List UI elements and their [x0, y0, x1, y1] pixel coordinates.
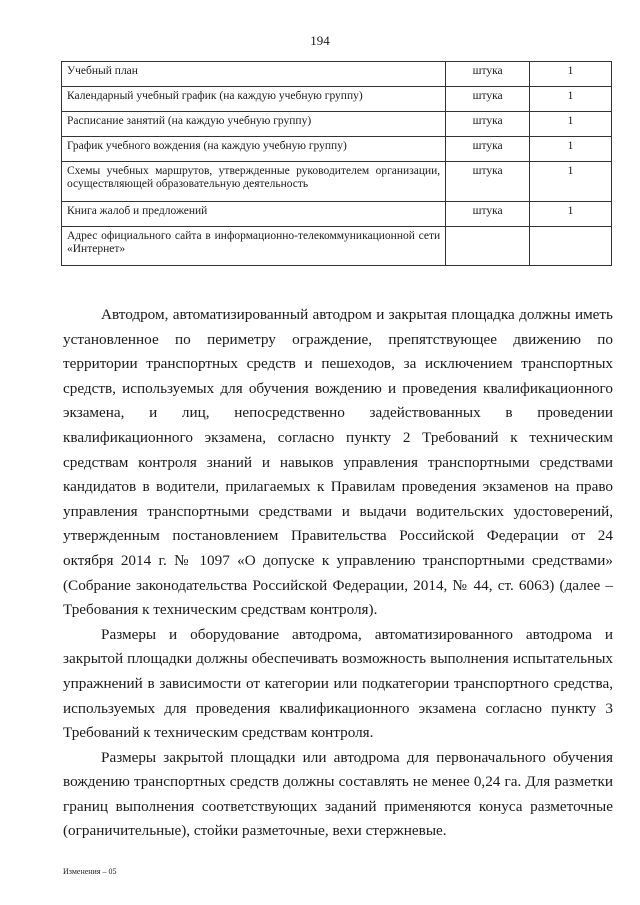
body-text: [63, 303, 613, 844]
row-unit: [446, 227, 530, 266]
page-number: 194: [310, 33, 330, 48]
paragraph: Автодром, автоматизированный автодром и закрытая площадка должны иметь установленное по периметру ограждение, препятствующее движению по территории транспортных средств и пешеходов, за исключением транспортных средств, используемых для обучения вождению и проведения квалификационного экзамена, и лиц, непосредственно задействованных в проведении квалификационного экзамена, согласно пункту 2 Требований к техническим средствам контроля знаний и навыков управления транспортными средствами кандидатов в водители, прилагаемых к Правилам проведения экзаменов на право управления транспортными средствами и выдачи водительских удостоверений, утвержденным постановлением Правительства Российской Федерации от 24 октября 2014 г. № 1097 «О допуске к управлению транспортными средствами» (Собрание законодательства Российской Федерации, 2014, № 44, ст. 6063) (далее – Требования к техническим средствам контроля).: [63, 306, 613, 619]
table-row: [62, 137, 612, 162]
row-unit: штука: [446, 112, 530, 137]
row-unit: штука: [446, 162, 530, 202]
row-unit: штука: [446, 137, 530, 162]
paragraph: Размеры закрытой площадки или автодрома для первоначального обучения вождению транспортных средств должны составлять не менее 0,24 га. Для разметки границ выполнения соответствующих заданий применяются конуса разметочные (ограничительные), стойки разметочные, вехи стержневые.: [63, 748, 613, 840]
row-name: График учебного вождения (на каждую учебную группу): [62, 137, 446, 162]
row-name: Календарный учебный график (на каждую учебную группу): [62, 87, 446, 112]
row-qty: 1: [530, 162, 612, 202]
row-name: Адрес официального сайта в информационно-телекоммуникационной сети «Интернет»: [62, 227, 446, 266]
equipment-table: [61, 61, 612, 266]
table-row: [62, 227, 612, 266]
row-qty: 1: [530, 202, 612, 227]
row-name: Учебный план: [62, 62, 446, 87]
row-unit: штука: [446, 202, 530, 227]
row-unit: штука: [446, 87, 530, 112]
row-qty: 1: [530, 137, 612, 162]
footer-note: Изменения – 05: [63, 867, 117, 876]
row-qty: [530, 227, 612, 266]
table-row: [62, 112, 612, 137]
row-name: Расписание занятий (на каждую учебную группу): [62, 112, 446, 137]
row-qty: 1: [530, 87, 612, 112]
row-qty: 1: [530, 112, 612, 137]
row-name: Схемы учебных маршрутов, утвержденные руководителем организации, осуществляющей образовательную деятельность: [62, 162, 446, 202]
table-row: [62, 87, 612, 112]
table-row: [62, 202, 612, 227]
table-row: [62, 62, 612, 87]
paragraph: Размеры и оборудование автодрома, автоматизированного автодрома и закрытой площадки должны обеспечивать возможность выполнения испытательных упражнений в зависимости от категории или подкатегории транспортного средства, используемых для проведения квалификационного экзамена согласно пункту 3 Требований к техническим средствам контроля.: [63, 625, 613, 742]
row-unit: штука: [446, 62, 530, 87]
row-qty: 1: [530, 62, 612, 87]
row-name: Книга жалоб и предложений: [62, 202, 446, 227]
table-row: [62, 162, 612, 202]
